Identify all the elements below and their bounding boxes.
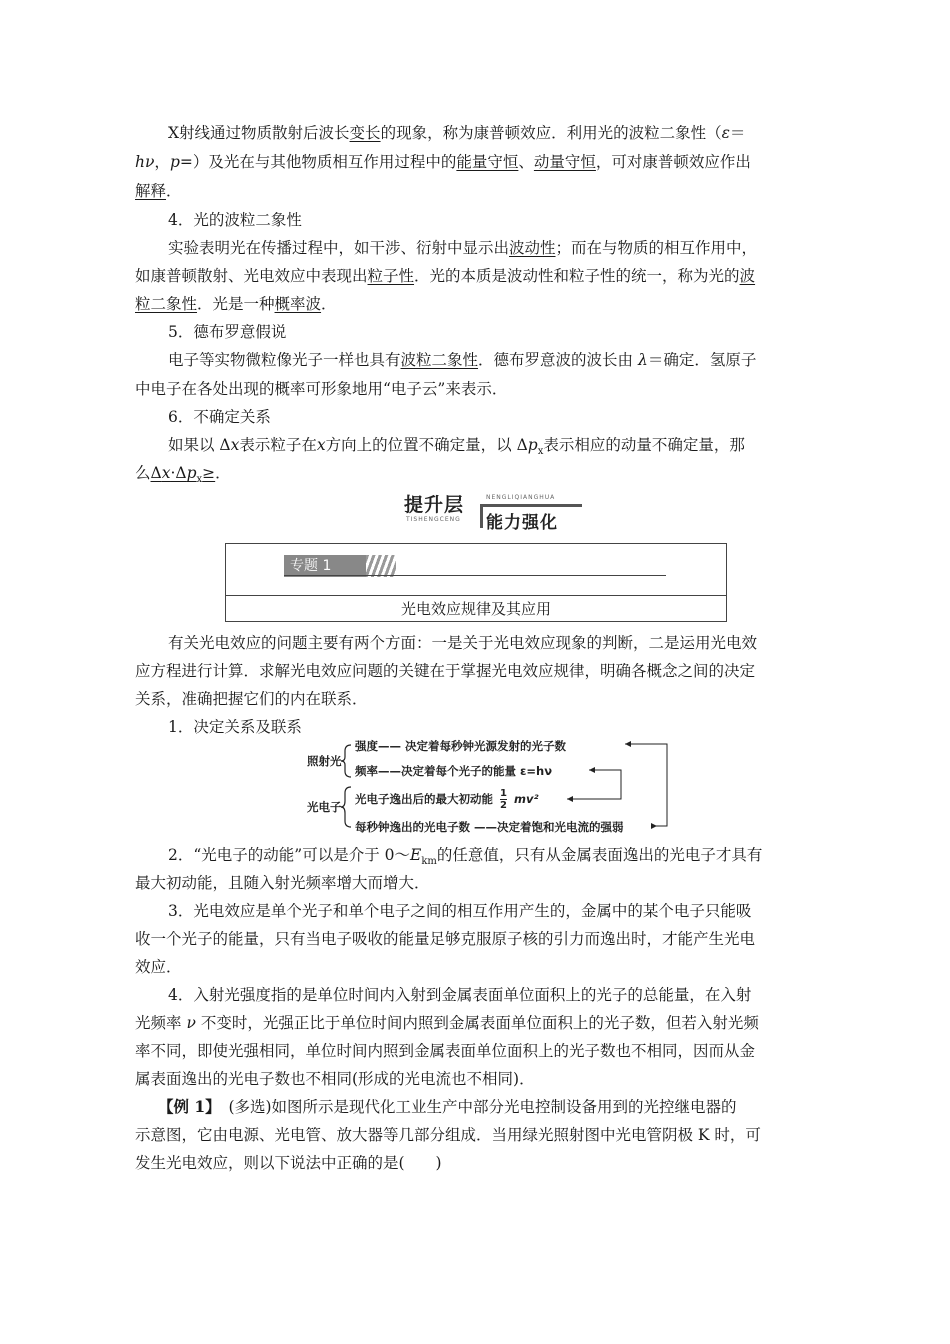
- item2-line1: 2．“光电子的动能”可以是介于 $0\sim E_{km}$的任意值，只有从金属表面逸出的光电子才具有: [168, 846, 763, 868]
- banner-pinyin-bottom: TISHENGCENG: [406, 516, 461, 523]
- example-line2: 示意图，它由电源、光电管、放大器等几部分组成．当用绿光照射图中光电管阴极 K 时，可: [135, 1126, 761, 1144]
- diagram-frequency: 频率——决定着每个光子的能量 ε=hν: [355, 764, 553, 778]
- topic-divider: [226, 595, 726, 596]
- banner-vbar: [480, 504, 483, 528]
- topic-tag-stripes: [366, 555, 396, 577]
- paragraph-de-broglie-line2: 中电子在各处出现的概率可形象地用“电子云”来表示．: [135, 380, 508, 398]
- topic-rule: [284, 575, 666, 576]
- section-banner: [404, 490, 582, 533]
- item4-line4: 属表面逸出的光电子数也不相同(形成的光电流也不相同)．: [135, 1070, 535, 1088]
- banner-bar: [480, 504, 582, 507]
- item4-line2: 光频率 ν 不变时，光强正比于单位时间内照到金属表面单位面积上的光子数，但若入射光频: [135, 1014, 759, 1032]
- item3-line2: 收一个光子的能量，只有当电子吸收的能量足够克服原子核的引力而逸出时，才能产生光电: [135, 930, 756, 948]
- item4-line1: 4．入射光强度指的是单位时间内入射到金属表面单位面积上的光子的总能量，在入射: [168, 986, 752, 1004]
- paragraph-compton-line2: hν，p=）及光在与其他物质相互作用过程中的能量守恒、动量守恒，可对康普顿效应作出: [135, 153, 751, 171]
- heading-uncertainty: 6．不确定关系: [168, 408, 271, 426]
- paragraph-compton-line1: X射线通过物质散射后波长变长的现象，称为康普顿效应．利用光的波粒二象性（ε＝: [168, 124, 746, 142]
- banner-title-sub: 能力强化: [486, 513, 558, 533]
- item2-line2: 最大初动能，且随入射光频率增大而增大．: [135, 874, 430, 892]
- diagram-count: 每秒钟逸出的光电子数 ——决定着饱和光电流的强弱: [355, 820, 624, 834]
- paragraph-uncertainty-line2: 么$\Delta x\cdot\Delta p_x\ge$．: [135, 464, 231, 486]
- diagram-intensity: 强度—— 决定着每秒钟光源发射的光子数: [355, 739, 567, 753]
- paragraph-wave-particle-line3: 粒二象性．光是一种概率波．: [135, 295, 337, 313]
- banner-pinyin-top: NENGLIQIANGHUA: [486, 494, 556, 501]
- heading-relations: 1．决定关系及联系: [168, 718, 302, 736]
- banner-title-main: 提升层: [404, 494, 465, 516]
- heading-wave-particle: 4．光的波粒二象性: [168, 211, 302, 229]
- diagram-label-electron: 光电子: [307, 800, 342, 814]
- topic-subtitle: 光电效应规律及其应用: [400, 600, 551, 618]
- intro-line3: 关系，准确把握它们的内在联系．: [135, 690, 368, 708]
- paragraph-uncertainty-line1: 如果以 Δx表示粒子在x方向上的位置不确定量，以 $\Delta p_x$表示相应的动量不确定量，那: [168, 436, 745, 458]
- heading-de-broglie: 5．德布罗意假说: [168, 323, 287, 341]
- paragraph-de-broglie-line1: 电子等实物微粒像光子一样也具有波粒二象性．德布罗意波的波长由 λ＝确定．氢原子: [168, 351, 757, 369]
- intro-line2: 应方程进行计算．求解光电效应问题的关键在于掌握光电效应规律，明确各概念之间的决定: [135, 662, 756, 680]
- item4-line3: 率不同，即使光强相同，单位时间内照到金属表面单位面积上的光子数也不相同，因而从金: [135, 1042, 756, 1060]
- item3-line3: 效应．: [135, 958, 182, 976]
- example-line1: 【例 1】 (多选)如图所示是现代化工业生产中部分光电控制设备用到的光控继电器的: [158, 1097, 737, 1116]
- diagram-label-light: 照射光: [307, 754, 342, 768]
- paragraph-compton-line3: 解释．: [135, 182, 182, 200]
- example-line3: 发生光电效应，则以下说法中正确的是( ): [135, 1154, 442, 1172]
- topic-tag: 专题 1: [284, 555, 370, 577]
- paragraph-wave-particle-line1: 实验表明光在传播过程中，如干涉、衍射中显示出波动性；而在与物质的相互作用中，: [168, 239, 758, 257]
- relation-diagram: [305, 735, 677, 835]
- intro-line1: 有关光电效应的问题主要有两个方面：一是关于光电效应现象的判断，二是运用光电效: [168, 634, 758, 652]
- item3-line1: 3．光电效应是单个光子和单个电子之间的相互作用产生的，金属中的某个电子只能吸: [168, 902, 752, 920]
- topic-box: [225, 543, 727, 622]
- diagram-kinetic-energy: 光电子逸出后的最大初动能 $\frac{1}{2}$ mv²: [355, 788, 539, 811]
- paragraph-wave-particle-line2: 如康普顿散射、光电效应中表现出粒子性．光的本质是波动性和粒子性的统一，称为光的波: [135, 267, 756, 285]
